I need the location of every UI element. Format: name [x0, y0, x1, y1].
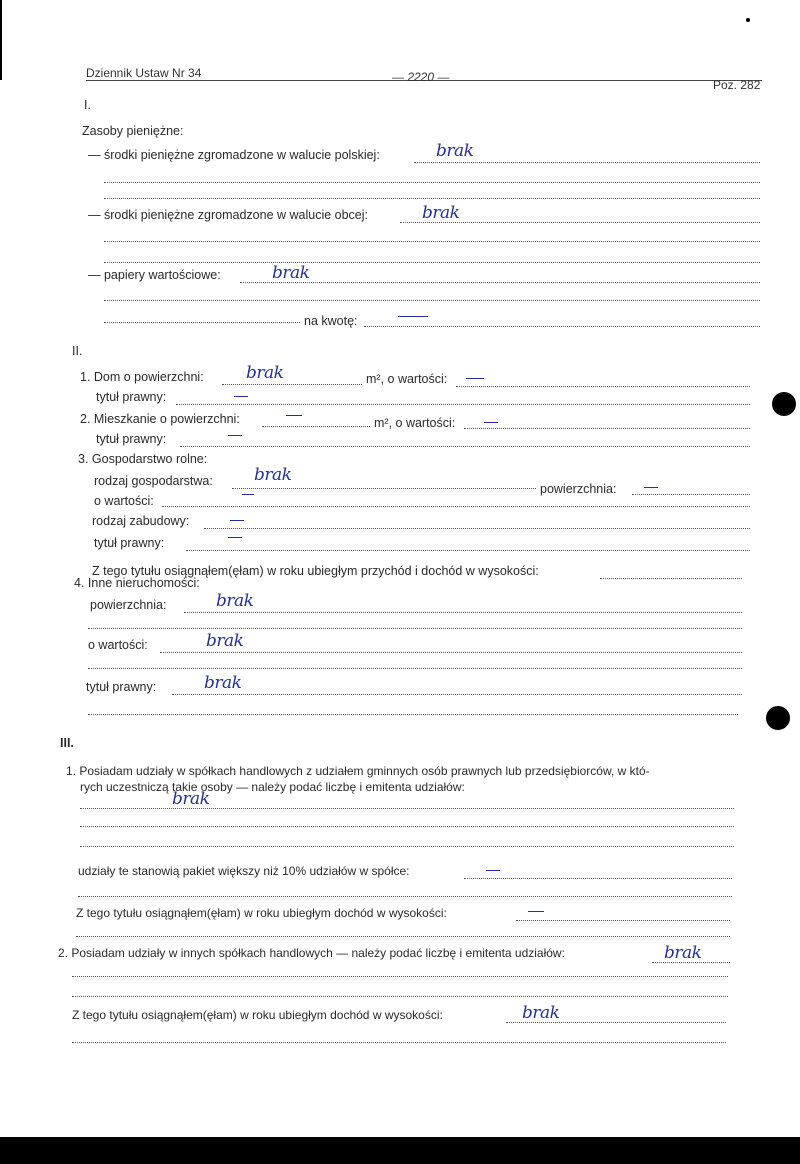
other-area-label: powierzchnia: — [90, 598, 167, 612]
handwritten-answer: brak — [664, 943, 702, 963]
punch-hole-bottom — [766, 706, 790, 730]
fill-line — [600, 578, 742, 579]
fill-line — [176, 404, 750, 405]
fill-line — [464, 428, 750, 429]
handwritten-answer: brak — [204, 673, 242, 693]
flat-m2-label: m², o wartości: — [374, 416, 456, 430]
fill-line — [184, 612, 742, 613]
fill-line — [104, 182, 760, 183]
handwritten-answer: brak — [216, 591, 254, 611]
fill-line — [80, 826, 734, 827]
fill-line — [232, 488, 536, 489]
handwritten-answer: brak — [436, 141, 474, 161]
fill-line — [104, 262, 760, 263]
fill-line — [88, 714, 738, 715]
handwritten-answer: brak — [422, 203, 460, 223]
income2-label: Z tego tytułu osiągnąłem(ęłam) w roku ubiegłym dochód w wysokości: — [72, 1008, 443, 1022]
position-number: Poz. 282 — [713, 78, 761, 92]
fill-line — [414, 162, 760, 163]
section-iii-numeral: III. — [60, 736, 74, 750]
other-property-label: 4. Inne nieruchomości: — [74, 576, 200, 590]
house-label: 1. Dom o powierzchni: — [80, 370, 204, 384]
flat-title-label: tytuł prawny: — [96, 432, 167, 446]
fill-line — [186, 550, 750, 551]
handwritten-dash — [466, 378, 484, 379]
shares-item1-line1: 1. Posiadam udziały w spółkach handlowych z udziałem gminnych osób prawnych lub przedsiębiorców, w któ- — [66, 764, 650, 778]
shares-item2-label: 2. Posiadam udziały w innych spółkach handlowych — należy podać liczbę i emitenta udziałów: — [58, 946, 565, 960]
handwritten-answer: brak — [254, 465, 292, 485]
fill-line — [180, 446, 750, 447]
handwritten-answer: brak — [246, 363, 284, 383]
handwritten-dash — [398, 316, 428, 317]
fill-line — [80, 846, 734, 847]
fill-line — [160, 652, 742, 653]
farm-value-label: o wartości: — [94, 494, 154, 508]
fill-line — [456, 386, 750, 387]
scan-speck — [746, 18, 750, 22]
fill-line — [88, 628, 742, 629]
handwritten-dash — [528, 911, 544, 912]
fill-line — [88, 668, 742, 669]
page-number: — 2220 — — [392, 70, 450, 84]
handwritten-dash — [484, 422, 498, 423]
farm-title-label: tytuł prawny: — [94, 536, 165, 550]
fill-line — [104, 300, 760, 301]
section-ii-numeral: II. — [72, 344, 83, 358]
handwritten-dash — [230, 520, 244, 521]
cash-heading: Zasoby pieniężne: — [82, 124, 184, 138]
fill-line — [78, 896, 732, 897]
farm-label: 3. Gospodarstwo rolne: — [78, 452, 208, 466]
handwritten-answer: brak — [206, 631, 244, 651]
fill-line — [104, 322, 300, 323]
flat-label: 2. Mieszkanie o powierzchni: — [80, 412, 240, 426]
fill-line — [364, 326, 760, 327]
handwritten-dash — [644, 487, 658, 488]
fill-line — [104, 241, 760, 242]
fill-line — [240, 282, 760, 283]
fill-line — [72, 976, 728, 977]
handwritten-dash — [242, 494, 254, 495]
handwritten-answer: brak — [172, 789, 210, 809]
fill-line — [204, 528, 750, 529]
journal-title: Dziennik Ustaw Nr 34 — [86, 66, 202, 80]
scan-bottom-edge — [0, 1137, 800, 1164]
cash-foreign-label: — środki pieniężne zgromadzone w walucie obcej: — [88, 208, 369, 222]
fill-line — [632, 494, 750, 495]
fill-line — [162, 506, 750, 507]
fill-line — [464, 878, 732, 879]
income1-label: Z tego tytułu osiągnąłem(ęłam) w roku ubiegłym dochód w wysokości: — [76, 906, 447, 920]
handwritten-dash — [286, 415, 302, 416]
punch-hole-top — [772, 392, 796, 416]
handwritten-dash — [228, 537, 242, 538]
fill-line — [262, 426, 370, 427]
handwritten-answer: brak — [522, 1003, 560, 1023]
handwritten-dash — [228, 435, 242, 436]
farm-type-label: rodzaj gospodarstwa: — [94, 474, 213, 488]
fill-line — [104, 198, 760, 199]
handwritten-answer: brak — [272, 263, 310, 283]
handwritten-dash — [234, 396, 248, 397]
house-title-label: tytuł prawny: — [96, 390, 167, 404]
scan-left-edge — [0, 0, 2, 80]
amount-label: na kwotę: — [304, 314, 358, 328]
other-title-label: tytuł prawny: — [86, 680, 157, 694]
section-i-numeral: I. — [84, 98, 91, 112]
farm-buildings-label: rodzaj zabudowy: — [92, 514, 190, 528]
fill-line — [172, 694, 742, 695]
fill-line — [72, 1042, 726, 1043]
fill-line — [222, 384, 362, 385]
cash-pln-label: — środki pieniężne zgromadzone w walucie polskiej: — [88, 148, 380, 162]
handwritten-dash — [486, 870, 500, 871]
fill-line — [72, 996, 728, 997]
securities-label: — papiery wartościowe: — [88, 268, 221, 282]
shares-item1-line2: rych uczestniczą takie osoby — należy podać liczbę i emitenta udziałów: — [80, 780, 465, 794]
stake-label: udziały te stanowią pakiet większy niż 10% udziałów w spółce: — [78, 864, 410, 878]
house-m2-label: m², o wartości: — [366, 372, 448, 386]
fill-line — [76, 936, 730, 937]
other-value-label: o wartości: — [88, 638, 148, 652]
fill-line — [516, 920, 730, 921]
farm-area-label: powierzchnia: — [540, 482, 617, 496]
farm-income-label: Z tego tytułu osiągnąłem(ęłam) w roku ubiegłym przychód i dochód w wysokości: — [92, 564, 539, 578]
